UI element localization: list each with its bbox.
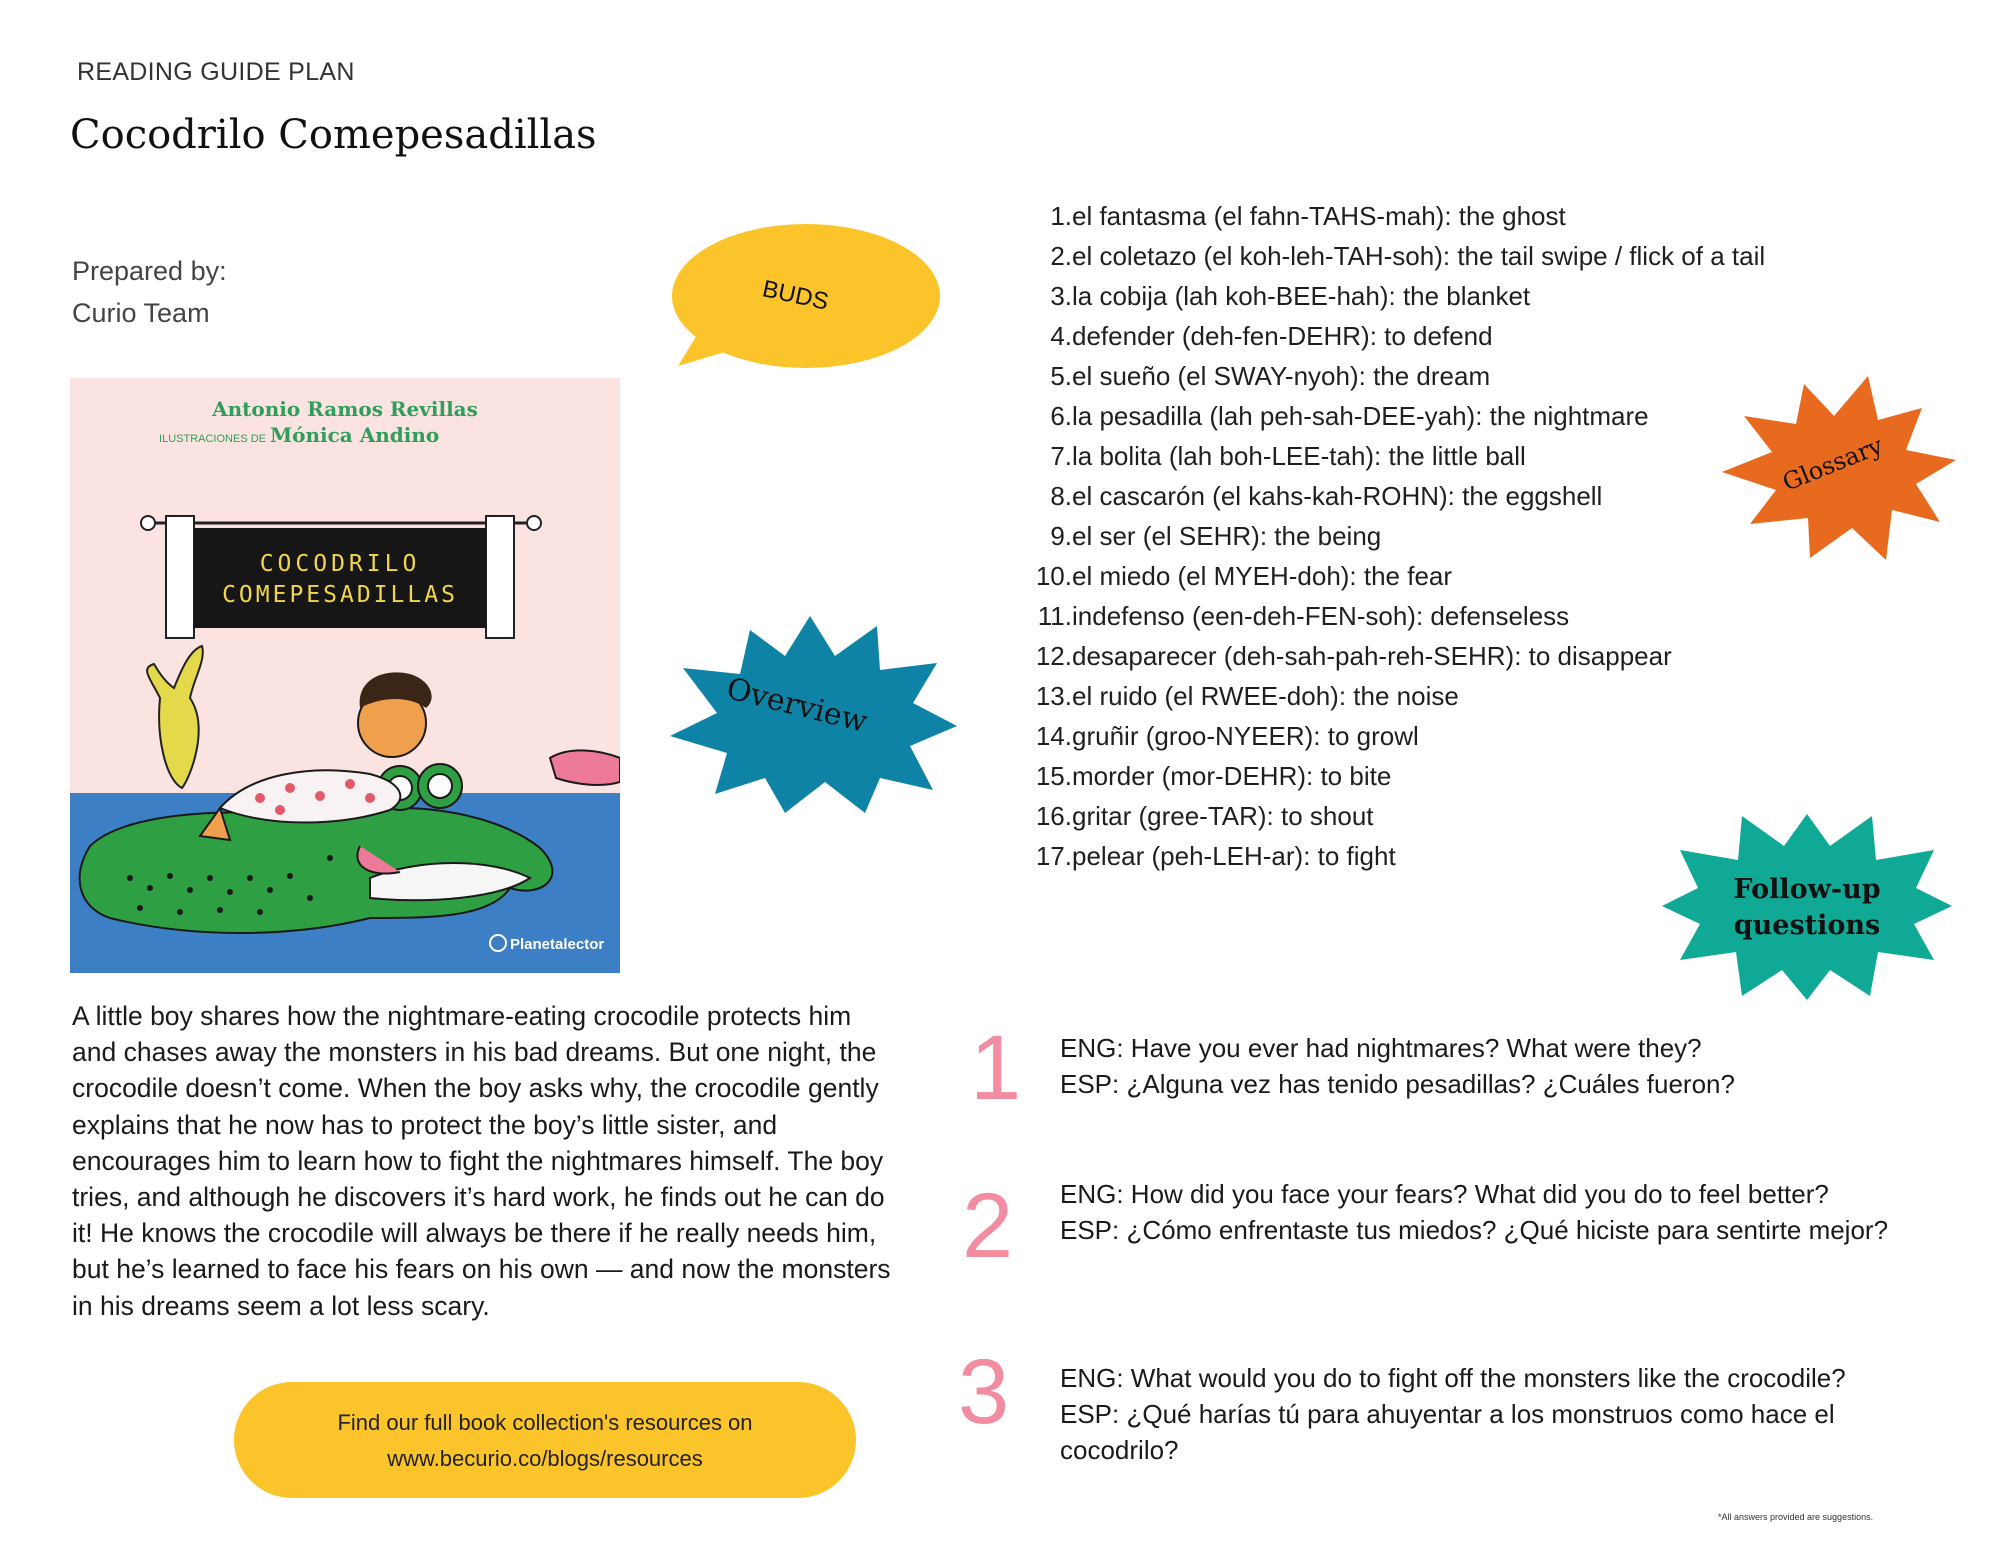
glossary-item-number: 4. [1050,321,1072,351]
glossary-item-number: 17. [1035,841,1072,871]
prepared-by-author: Curio Team [72,298,210,328]
glossary-item [1030,676,1765,716]
glossary-item-text: el ser (el SEHR): the being [1072,521,1382,551]
buds-badge [660,222,940,382]
glossary-item-number: 15. [1035,761,1072,791]
glossary-badge [1718,372,1958,564]
followup-label [1662,872,1952,944]
glossary-item-text: la pesadilla (lah peh-sah-DEE-yah): the nightmare [1072,401,1649,431]
overview-badge [655,608,965,818]
question-esp: ESP: ¿Alguna vez has tenido pesadillas? ¿Cuáles fueron? [1060,1069,1735,1099]
glossary-item-text: pelear (peh-LEH-ar): to fight [1072,841,1396,871]
glossary-item [1030,196,1765,236]
followup-badge [1662,810,1952,1000]
glossary-item-number: 3. [1050,281,1072,311]
glossary-item-number: 11. [1037,601,1072,631]
cover-banner-line1: COCODRILO [259,551,421,577]
glossary-item [1030,476,1765,516]
glossary-list [1030,196,1765,876]
glossary-item-text: la bolita (lah boh-LEE-tah): the little ball [1072,441,1526,471]
glossary-item-text: el sueño (el SWAY-nyoh): the dream [1072,361,1491,391]
glossary-item-number: 12. [1035,641,1072,671]
glossary-item-text: el fantasma (el fahn-TAHS-mah): the ghost [1072,201,1566,231]
glossary-item-text: desaparecer (deh-sah-pah-reh-SEHR): to disappear [1072,641,1672,671]
glossary-item [1030,396,1765,436]
glossary-item [1030,236,1765,276]
question-esp: ESP: ¿Qué harías tú para ahuyentar a los monstruos como hace el [1060,1399,1835,1429]
glossary-label: Glossary [1778,431,1887,497]
glossary-item-number: 2. [1050,241,1072,271]
glossary-item [1030,556,1765,596]
glossary-item-number: 1. [1050,201,1072,231]
glossary-item [1030,436,1765,476]
footnote: *All answers provided are suggestions. [1718,1512,1874,1522]
glossary-item [1030,836,1765,876]
book-cover [70,378,620,973]
glossary-item-number: 16. [1035,801,1072,831]
glossary-item [1030,716,1765,756]
glossary-item-number: 7. [1050,441,1072,471]
cover-banner-line2: COMEPESADILLAS [222,582,458,608]
glossary-item [1030,276,1765,316]
glossary-item-text: el cascarón (el kahs-kah-ROHN): the eggshell [1072,481,1603,511]
glossary-item-number: 6. [1050,401,1072,431]
buds-label: BUDS [760,275,831,316]
glossary-item-text: morder (mor-DEHR): to bite [1072,761,1392,791]
glossary-item-text: defender (deh-fen-DEHR): to defend [1072,321,1493,351]
prepared-by [72,250,227,334]
resources-link[interactable]: www.becurio.co/blogs/resources [387,1446,703,1471]
glossary-item-number: 5. [1050,361,1072,391]
overview-paragraph: A little boy shares how the nightmare-eating crocodile protects him and chases away the monsters in his bad dreams. But one night, the crocodile doesn’t come. When the boy asks why, the crocodile gently explains that he now has to protect the boy’s little sister, and encourages him to learn how to fight the nightmares himself. The boy tries, and although he discovers it’s hard work, he finds out he can do it! He knows the crocodile will always be there if he really needs him, but he’s learned to face his fears on his own — and now the monsters in his dreams seem a lot less scary. [72,1001,891,1321]
glossary-item [1030,596,1765,636]
section-kicker: READING GUIDE PLAN [77,58,355,86]
glossary-item-text: el coletazo (el koh-leh-TAH-soh): the tail swipe / flick of a tail [1072,241,1766,271]
glossary-item-number: 10. [1035,561,1072,591]
glossary-item [1030,636,1765,676]
question-number: 1 [970,1017,1022,1119]
question-number: 2 [962,1175,1014,1277]
glossary-item [1030,316,1765,356]
question-eng: ENG: How did you face your fears? What did you do to feel better? [1060,1179,1829,1209]
followup-line1: Follow-up [1733,874,1881,905]
cover-banner [194,528,486,628]
page-title: Cocodrilo Comepesadillas [70,112,597,158]
resources-line: Find our full book collection's resources on [337,1410,753,1435]
question-eng: ENG: Have you ever had nightmares? What were they? [1060,1033,1702,1063]
glossary-item [1030,356,1765,396]
glossary-item-text: el ruido (el RWEE-doh): the noise [1072,681,1459,711]
cover-illustrator-prefix: ILUSTRACIONES DE [159,433,266,445]
glossary-item-text: indefenso (een-deh-FEN-soh): defenseless [1072,601,1570,631]
question-esp-continued: cocodrilo? [1060,1435,1179,1465]
cover-publisher: Planetalector [510,936,605,953]
glossary-item-text: gruñir (groo-NYEER): to growl [1072,721,1419,751]
glossary-item-text: la cobija (lah koh-BEE-hah): the blanket [1072,281,1531,311]
glossary-item-text: el miedo (el MYEH-doh): the fear [1072,561,1453,591]
glossary-item [1030,756,1765,796]
glossary-item [1030,796,1765,836]
question-number: 3 [958,1341,1010,1443]
glossary-item-text: gritar (gree-TAR): to shout [1072,801,1374,831]
glossary-item-number: 9. [1050,521,1072,551]
overview-label: Overview [722,671,871,740]
glossary-item [1030,516,1765,556]
followup-line2: questions [1733,910,1881,941]
glossary-item-number: 8. [1050,481,1072,511]
resources-banner[interactable] [234,1382,856,1498]
cover-illustrator: Mónica Andino [270,423,440,447]
glossary-item-number: 14. [1035,721,1072,751]
question-esp: ESP: ¿Cómo enfrentaste tus miedos? ¿Qué hiciste para sentirte mejor? [1060,1215,1889,1245]
question-eng: ENG: What would you do to fight off the monsters like the crocodile? [1060,1363,1846,1393]
cover-author: Antonio Ramos Revillas [212,397,478,421]
glossary-item-number: 13. [1035,681,1072,711]
prepared-by-label: Prepared by: [72,256,227,286]
